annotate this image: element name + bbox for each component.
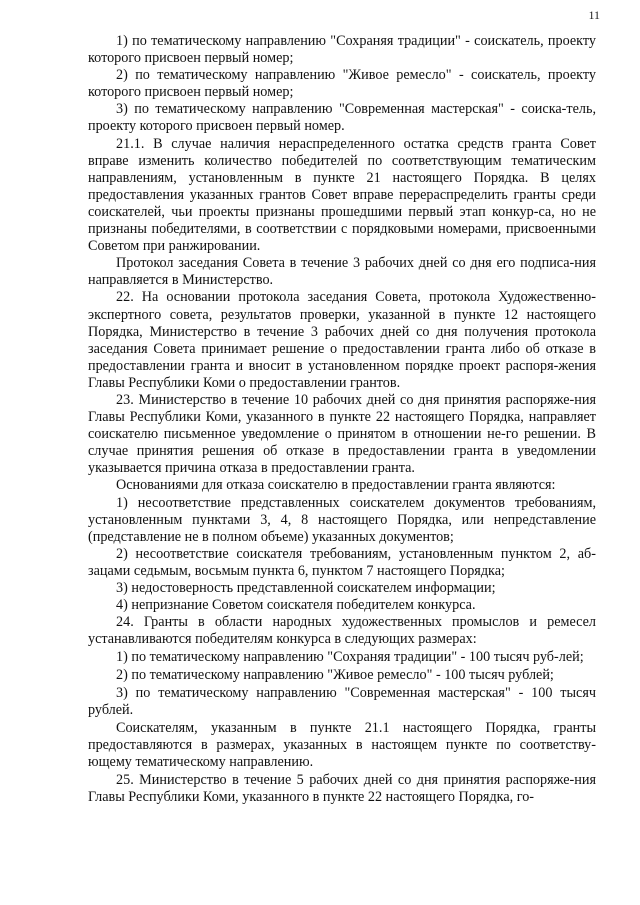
paragraph-23: 23. Министерство в течение 10 рабочих дней со дня принятия распоряже-ния Главы Республики Коми, указанного в пункте 22 настоящего Порядка, направляет соискателю письменное уведомление о принятом в отношении не-го решении. В случае принятия решения об отказе в предоставлении гранта в уведомлении указывается причина отказа в предоставлении гранта.: [88, 391, 596, 477]
paragraph-refusal-ground-4: 4) непризнание Советом соискателя победителем конкурса.: [116, 597, 476, 614]
paragraph-grant-size-2: 2) по тематическому направлению "Живое ремесло" - 100 тысяч рублей;: [116, 667, 554, 684]
paragraph-refusal-ground-3: 3) недостоверность представленной соискателем информации;: [116, 580, 496, 596]
paragraph-21-1-applicants: Соискателям, указанным в пункте 21.1 настоящего Порядка, гранты предоставляются в размерах, указанных в настоящем пункте по соответству-ющему тематическому направлению.: [88, 719, 596, 770]
paragraph-refusal-ground-1: 1) несоответствие представленных соискателем документов требованиям, установленным пунктами 3, 4, 8 настоящего Порядка, или непредставление (представление не в полном объеме) указанных документов;: [88, 494, 596, 545]
paragraph-grant-size-1: 1) по тематическому направлению "Сохраняя традиции" - 100 тысяч руб-лей;: [116, 649, 584, 666]
paragraph-grant-size-3: 3) по тематическому направлению "Современная мастерская" - 100 тысяч рублей.: [88, 684, 596, 718]
paragraph-22: 22. На основании протокола заседания Совета, протокола Художественно-экспертного совета, результатов проверки, указанной в пункте 12 настоящего Порядка, Министерство в течение 3 рабочих дней со дня получения протокола заседания Совета принимает решение о предоставлении гранта либо об отказе в предоставлении гранта и вносит в установленном порядке проект распоря-жения Главы Республики Коми о предоставлении грантов.: [88, 289, 596, 391]
paragraph-item-3-sovremennaya-masterskaya: 3) по тематическому направлению "Современная мастерская" - соиска-тель, проекту которого присвоен первый номер.: [88, 101, 596, 135]
document-body: [88, 33, 596, 806]
paragraph-24: 24. Гранты в области народных художественных промыслов и ремесел устанавливаются победителям конкурса в следующих размерах:: [88, 614, 596, 648]
page-number: 11: [588, 8, 600, 22]
paragraph-item-2-zhivoe-remeslo: 2) по тематическому направлению "Живое ремесло" - соискатель, проекту которого присвоен первый номер;: [88, 67, 596, 101]
paragraph-refusal-ground-2: 2) несоответствие соискателя требованиям, установленным пунктом 2, аб-зацами седьмым, восьмым пункта 6, пунктом 7 настоящего Порядка;: [88, 545, 596, 579]
paragraph-protokol: Протокол заседания Совета в течение 3 рабочих дней со дня его подписа-ния направляется в Министерство.: [88, 255, 596, 289]
paragraph-21-1: 21.1. В случае наличия нераспределенного остатка средств гранта Совет вправе изменить количество победителей по соответствующим тематическим направлениям, установленным в пункте 21 настоящего Порядка. В целях предоставления указанных грантов Совет вправе перераспределить гранты среди соискателей, чьи проекты признаны прошедшими первый этап конкур-са, но не признаны победителями, в соответствии с порядковыми номерами, присвоенными Советом при ранжировании.: [88, 135, 596, 255]
paragraph-refusal-grounds-intro: Основаниями для отказа соискателю в предоставлении гранта являются:: [116, 477, 556, 494]
paragraph-25: 25. Министерство в течение 5 рабочих дней со дня принятия распоряже-ния Главы Республики Коми, указанного в пункте 22 настоящего Порядка, го-: [88, 772, 596, 806]
paragraph-item-1-sohranyaya-traditsii: 1) по тематическому направлению "Сохраняя традиции" - соискатель, проекту которого присвоен первый номер;: [88, 33, 596, 67]
